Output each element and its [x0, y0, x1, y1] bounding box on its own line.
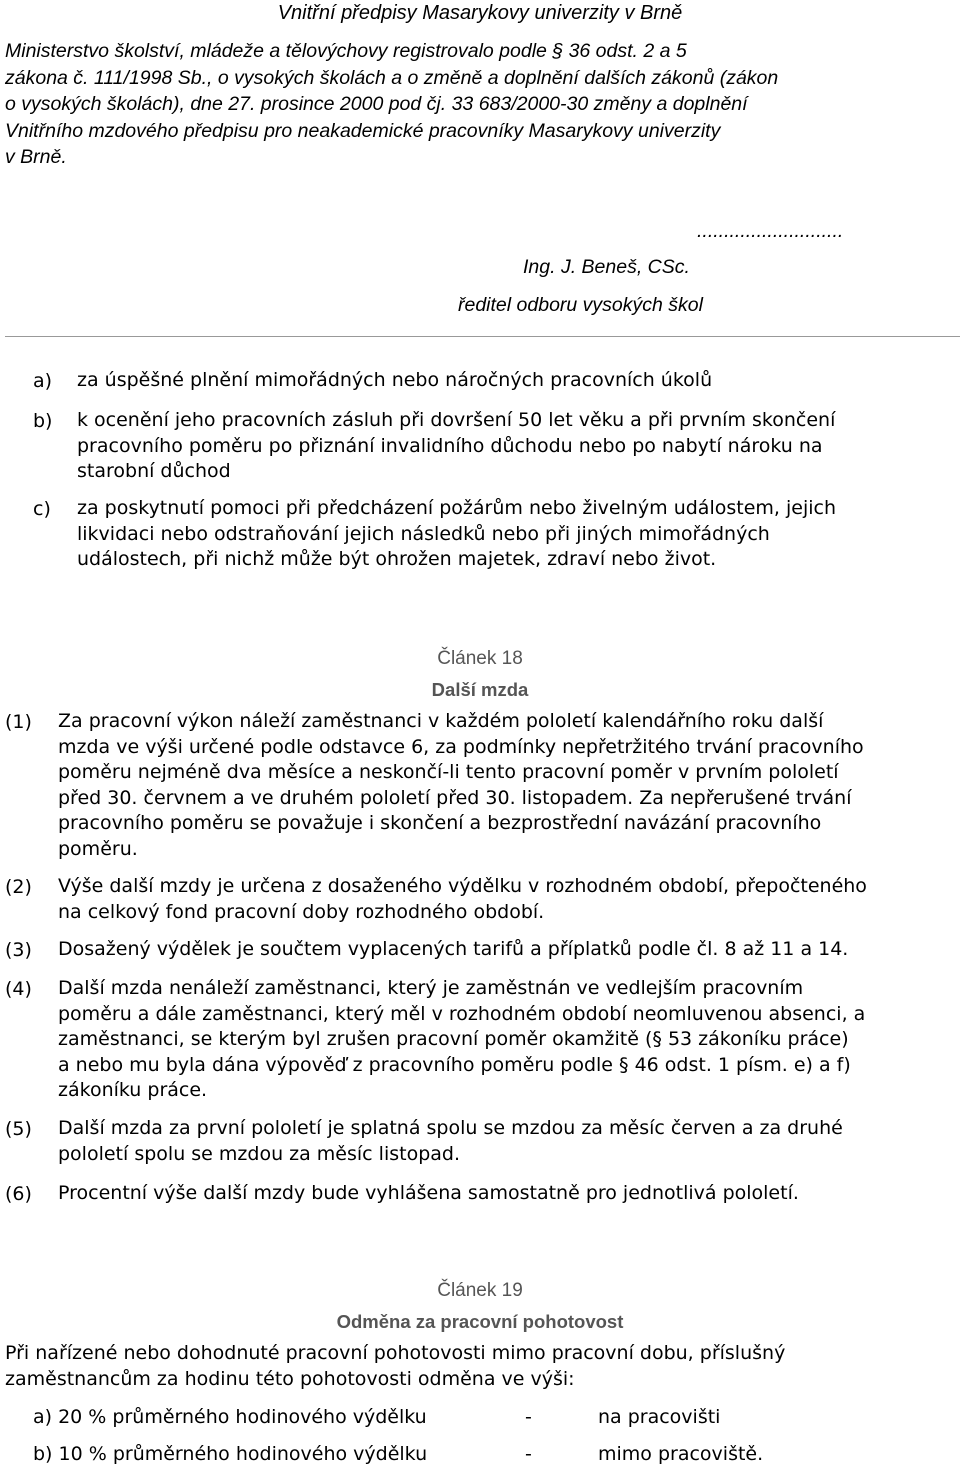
- list-item-line: za úspěšné plnění mimořádných nebo náročných pracovních úkolů: [77, 369, 713, 391]
- signature-dots: ...........................: [697, 220, 844, 242]
- intro-line: zaměstnancům za hodinu této pohotovosti odměna ve výši:: [5, 1367, 575, 1390]
- paragraph-line: poměru a dále zaměstnanci, který měl v rozhodném období neomluvenou absenci, a: [58, 1002, 866, 1025]
- paragraph-line: pololetí spolu se mzdou za měsíc listopad.: [58, 1142, 460, 1165]
- paragraph-line: Výše další mzdy je určena z dosaženého výdělku v rozhodném období, přepočteného: [58, 875, 867, 897]
- notice-line: o vysokých školách), dne 27. prosince 2000 pod čj. 33 683/2000-30 změny a doplnění: [5, 93, 748, 115]
- rate-row-place: mimo pracoviště.: [598, 1443, 764, 1465]
- article-19-intro: [5, 1341, 955, 1392]
- paragraph-text: [58, 874, 958, 925]
- paragraph-line: poměru nejméně dva měsíce a neskončí-li tento pracovní poměr v prvním pololetí: [58, 761, 839, 783]
- paragraph-text: [58, 709, 958, 862]
- paragraph-line: zaměstnanci, se kterým byl zrušen pracovní poměr okamžitě (§ 53 zákoníku práce): [58, 1028, 849, 1050]
- notice-line: zákona č. 111/1998 Sb., o vysokých školách a o změně a doplnění dalších zákonů (zákon: [5, 66, 779, 89]
- article-19-number: Článek 19: [437, 1280, 523, 1301]
- signatory-role: ředitel odboru vysokých škol: [458, 294, 703, 316]
- paragraph-line: Dosažený výdělek je součtem vyplacených tarifů a příplatků podle čl. 8 až 11 a 14.: [58, 938, 849, 960]
- paragraph-number: (2): [5, 876, 32, 898]
- paragraph-number: (5): [5, 1118, 32, 1140]
- registration-notice: [5, 38, 955, 171]
- paragraph-number: (3): [5, 939, 32, 961]
- page-header-title: Vnitřní předpisy Masarykovy univerzity v Brně: [277, 2, 683, 24]
- horizontal-divider: [5, 336, 960, 337]
- paragraph-line: mzda ve výši určené podle odstavce 6, za podmínky nepřetržitého trvání pracovního: [58, 735, 864, 758]
- list-item-text: [77, 496, 957, 573]
- list-item-line: pracovního poměru po přiznání invalidního důchodu nebo po nabytí nároku na: [77, 434, 823, 457]
- list-item-line: za poskytnutí pomoci při předcházení požárům nebo živelným událostem, jejich: [77, 497, 836, 519]
- paragraph-number: (6): [5, 1183, 32, 1205]
- paragraph-line: a nebo mu byla dána výpověď z pracovního poměru podle § 46 odst. 1 písm. e) a f): [58, 1053, 851, 1076]
- list-item-text: [77, 408, 957, 485]
- paragraph-line: před 30. červnem a ve druhém pololetí před 30. listopadem. Za nepřerušené trvání: [58, 786, 852, 809]
- paragraph-line: Další mzda nenáleží zaměstnanci, který je zaměstnán ve vedlejším pracovním: [58, 977, 804, 999]
- rate-row-dash: -: [525, 1443, 532, 1465]
- list-item-line: k ocenění jeho pracovních zásluh při dovršení 50 let věku a při prvním skončení: [77, 409, 836, 431]
- list-item-label: c): [33, 498, 51, 520]
- paragraph-line: Další mzda za první pololetí je splatná spolu se mzdou za měsíc červen a za druhé: [58, 1117, 843, 1139]
- paragraph-number: (4): [5, 978, 32, 1000]
- paragraph-text: [58, 937, 958, 963]
- notice-line: Vnitřního mzdového předpisu pro neakademické pracovníky Masarykovy univerzity: [5, 119, 721, 142]
- article-19-title: Odměna za pracovní pohotovost: [336, 1311, 624, 1332]
- article-18-number: Článek 18: [437, 648, 523, 669]
- list-item-line: událostech, při nichž může být ohrožen majetek, zdraví nebo život.: [77, 548, 717, 570]
- rate-row-label: b) 10 % průměrného hodinového výdělku: [33, 1443, 428, 1465]
- notice-line: v Brně.: [5, 146, 67, 168]
- signatory-name: Ing. J. Beneš, CSc.: [523, 256, 690, 278]
- rate-row-label: a) 20 % průměrného hodinového výdělku: [33, 1406, 427, 1428]
- paragraph-line: zákoníku práce.: [58, 1079, 208, 1101]
- paragraph-line: Za pracovní výkon náleží zaměstnanci v každém pololetí kalendářního roku další: [58, 710, 824, 732]
- rate-row-place: na pracovišti: [598, 1406, 721, 1428]
- paragraph-text: [58, 1116, 958, 1167]
- article-18-title: Další mzda: [431, 679, 529, 700]
- list-item-label: b): [33, 410, 53, 432]
- paragraph-line: poměru.: [58, 837, 138, 860]
- rate-row-dash: -: [525, 1406, 532, 1428]
- list-item-line: likvidaci nebo odstraňování jejich následků nebo při jiných mimořádných: [77, 522, 770, 545]
- paragraph-number: (1): [5, 711, 32, 733]
- list-item-label: a): [33, 370, 53, 392]
- list-item-text: [77, 368, 957, 394]
- paragraph-line: pracovního poměru se považuje i skončení a bezprostřední navázání pracovního: [58, 812, 822, 834]
- list-item-line: starobní důchod: [77, 460, 231, 482]
- notice-line: Ministerstvo školství, mládeže a tělovýchovy registrovalo podle § 36 odst. 2 a 5: [5, 40, 687, 62]
- paragraph-line: Procentní výše další mzdy bude vyhlášena samostatně pro jednotlivá pololetí.: [58, 1182, 799, 1204]
- paragraph-line: na celkový fond pracovní doby rozhodného období.: [58, 900, 545, 923]
- paragraph-text: [58, 1181, 958, 1207]
- intro-line: Při nařízené nebo dohodnuté pracovní pohotovosti mimo pracovní dobu, příslušný: [5, 1342, 786, 1364]
- paragraph-text: [58, 976, 958, 1104]
